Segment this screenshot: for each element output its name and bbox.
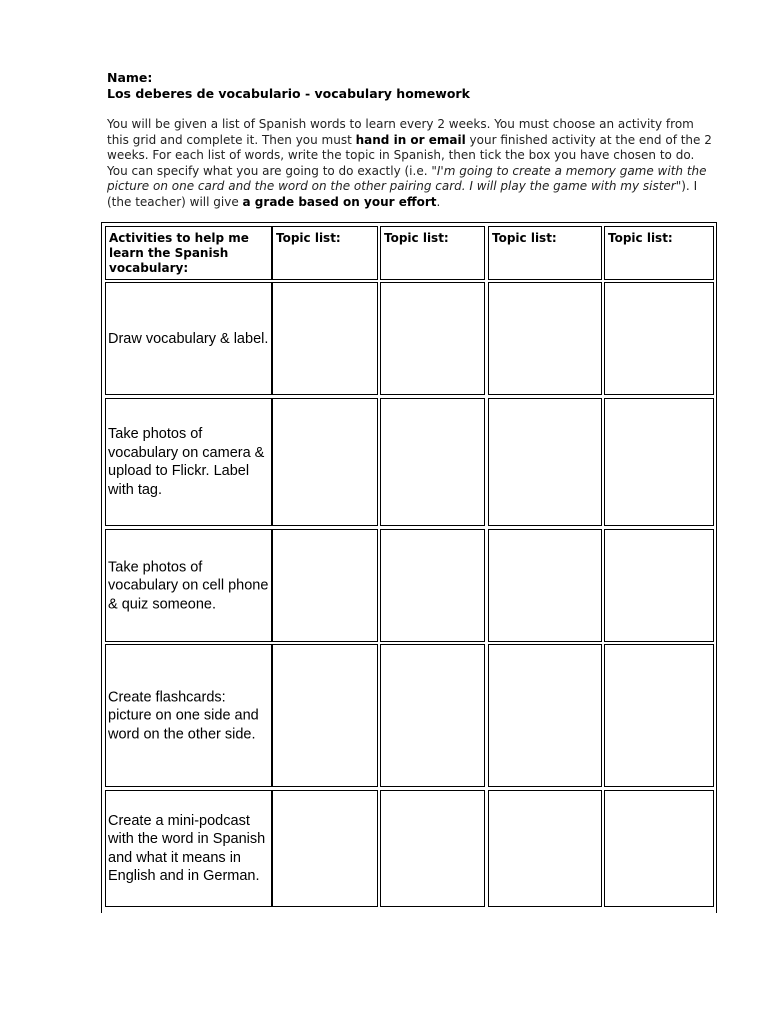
header-activities-cell xyxy=(105,226,272,280)
tick-box-cell[interactable] xyxy=(604,790,714,907)
intro-bold-1: hand in or email xyxy=(355,132,466,147)
tick-box-cell[interactable] xyxy=(488,790,602,907)
activity-cell xyxy=(105,644,272,787)
activity-cell xyxy=(105,529,272,642)
tick-box-cell[interactable] xyxy=(488,282,602,395)
tick-box-cell[interactable] xyxy=(488,644,602,787)
activity-label: Create a mini-podcast with the word in Spanish and what it means in English and in German. xyxy=(108,812,266,884)
header-activities-label: Activities to help me learn the Spanish vocabulary: xyxy=(109,231,249,275)
activity-cell xyxy=(105,398,272,526)
tick-box-cell[interactable] xyxy=(272,529,378,642)
intro-text-1: You will be given a list of Spanish words to learn every 2 weeks. You must choose an activity from this grid and complete it. Then you must xyxy=(107,117,694,147)
tick-box-cell[interactable] xyxy=(380,644,485,787)
activity-cell xyxy=(105,282,272,395)
tick-box-cell[interactable] xyxy=(272,790,378,907)
tick-box-cell[interactable] xyxy=(380,790,485,907)
header-topic-cell xyxy=(272,226,378,280)
header-topic-cell xyxy=(604,226,714,280)
activity-label: Draw vocabulary & label. xyxy=(108,330,269,347)
tick-box-cell[interactable] xyxy=(604,398,714,526)
tick-box-cell[interactable] xyxy=(380,282,485,395)
page-title: Los deberes de vocabulario - vocabulary homework xyxy=(107,86,470,101)
instructions-paragraph xyxy=(107,117,712,210)
document-header xyxy=(107,70,707,102)
activity-label: Take photos of vocabulary on camera & upload to Flickr. Label with tag. xyxy=(108,426,265,498)
intro-text-4: . xyxy=(436,194,441,209)
topic-list-label: Topic list: xyxy=(608,231,673,245)
topic-list-label: Topic list: xyxy=(384,231,449,245)
tick-box-cell[interactable] xyxy=(272,282,378,395)
activity-cell xyxy=(105,790,272,907)
tick-box-cell[interactable] xyxy=(272,644,378,787)
intro-italic-example: I'm going to create a memory game with the picture on one card and the word on the other pairing card. I will play the game with my sister xyxy=(107,163,707,193)
intro-text-3: "). I (the teacher) will give xyxy=(107,179,698,209)
tick-box-cell[interactable] xyxy=(488,529,602,642)
tick-box-cell[interactable] xyxy=(604,644,714,787)
intro-text-2: your finished activity at the end of the 2 weeks. For each list of words, write the topic in Spanish, then tick the box you have chosen to do. You can specify what you are going to do exactly (i.e. " xyxy=(107,132,712,178)
tick-box-cell[interactable] xyxy=(488,398,602,526)
tick-box-cell[interactable] xyxy=(604,529,714,642)
header-topic-cell xyxy=(488,226,602,280)
intro-bold-2: a grade based on your effort xyxy=(242,194,437,209)
tick-box-cell[interactable] xyxy=(604,282,714,395)
topic-list-label: Topic list: xyxy=(492,231,557,245)
tick-box-cell[interactable] xyxy=(380,398,485,526)
activity-grid xyxy=(101,222,717,913)
topic-list-label: Topic list: xyxy=(276,231,341,245)
activity-label: Take photos of vocabulary on cell phone & quiz someone. xyxy=(108,558,269,612)
tick-box-cell[interactable] xyxy=(380,529,485,642)
header-topic-cell xyxy=(380,226,485,280)
name-label: Name: xyxy=(107,70,153,85)
activity-label: Create flashcards: picture on one side and word on the other side. xyxy=(108,688,259,742)
tick-box-cell[interactable] xyxy=(272,398,378,526)
